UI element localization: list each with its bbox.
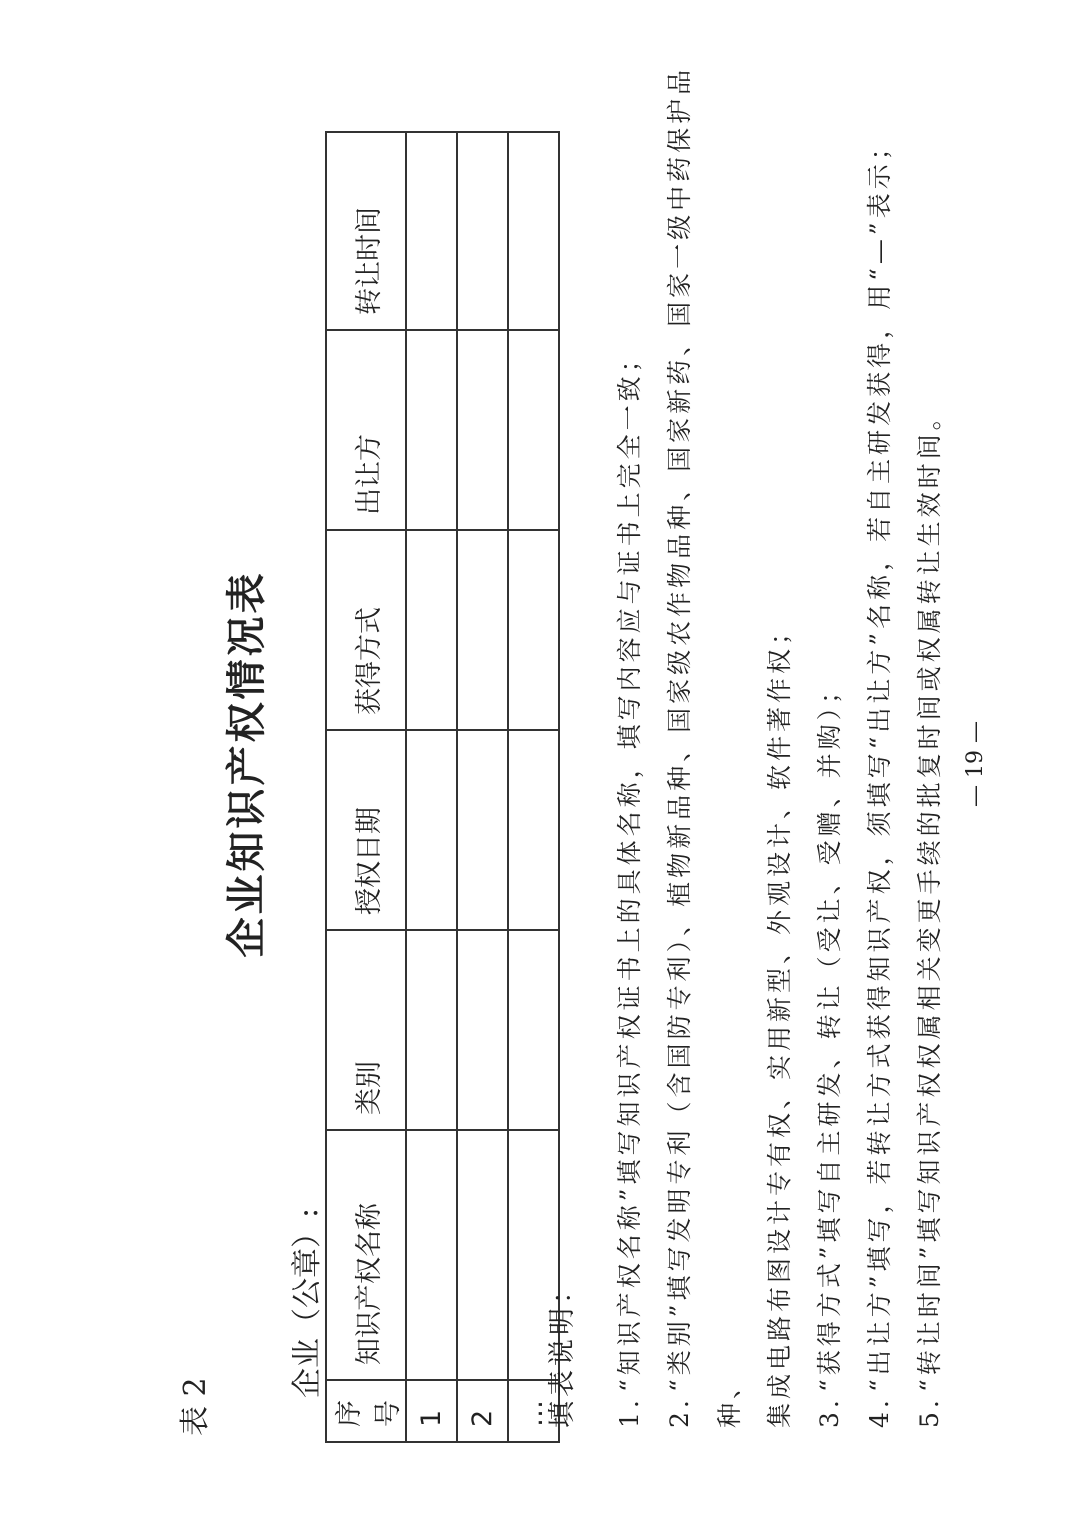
fill-instructions: [540, 48, 955, 1428]
table-cell: [457, 930, 508, 1130]
instruction-item: [855, 48, 905, 1428]
table-cell: [457, 330, 508, 530]
table-cell: 2: [457, 1380, 508, 1442]
instruction-text: 集成电路布图设计专有权、实用新型、外观设计、软件著作权；: [765, 615, 794, 1428]
table-cell: [406, 530, 457, 730]
header-ip-name: 知识产权名称: [326, 1130, 406, 1380]
table-row: [457, 132, 508, 1442]
table-label: 表 2: [178, 1377, 213, 1436]
table-cell: [406, 330, 457, 530]
instruction-item: [905, 48, 955, 1428]
instruction-item-continued: [755, 48, 805, 1428]
page-number: — 19 —: [963, 721, 988, 807]
table-cell: [457, 530, 508, 730]
instruction-text: “知识产权名称”填写知识产权证书上的具体名称，填写内容应与证书上完全一致；: [615, 343, 644, 1392]
header-acquire-method: 获得方式: [326, 530, 406, 730]
table-cell: [406, 132, 457, 330]
ip-table: [325, 131, 560, 1443]
table-cell: 1: [406, 1380, 457, 1442]
table-cell: [457, 132, 508, 330]
table-row: [406, 132, 457, 1442]
instruction-number: 5.: [915, 1396, 944, 1428]
table-cell: …: [508, 1380, 559, 1442]
instruction-number: 4.: [865, 1396, 894, 1428]
instruction-text: “出让方”填写，若转让方式获得知识产权，须填写“出让方”名称，若自主研发获得，用“—”表示；: [865, 131, 894, 1392]
table-cell: [406, 930, 457, 1130]
document-title: 企业知识产权情况表: [223, 570, 270, 958]
instruction-text: “转让时间”填写知识产权权属相关变更手续的批复时间或权属转让生效时间。: [915, 401, 944, 1392]
instruction-item: [805, 48, 855, 1428]
table-cell: [457, 1130, 508, 1380]
header-category: 类别: [326, 930, 406, 1130]
table-cell: [406, 730, 457, 930]
instruction-text: “类别”填写发明专利（含国防专利）、植物新品种、国家级农作物品种、国家新药、国家一级中药保护品种、: [665, 65, 744, 1428]
table-cell: [406, 1130, 457, 1380]
instruction-text: “获得方式”填写自主研发、转让（受让、受赠、并购）；: [815, 674, 844, 1392]
instruction-item: [605, 48, 655, 1428]
instruction-number: 2.: [665, 1396, 694, 1428]
header-transfer-time: 转让时间: [326, 132, 406, 330]
instruction-number: 3.: [815, 1396, 844, 1428]
table-header-row: [326, 132, 406, 1442]
instructions-title: 填表说明：: [547, 1273, 578, 1428]
header-grant-date: 授权日期: [326, 730, 406, 930]
header-transferor: 出让方: [326, 330, 406, 530]
company-seal-label: 企业（公章）:: [290, 1207, 325, 1398]
instruction-item: [655, 48, 755, 1428]
instruction-number: 1.: [615, 1396, 644, 1428]
table-cell: [457, 730, 508, 930]
header-seq: 序号: [326, 1380, 406, 1442]
